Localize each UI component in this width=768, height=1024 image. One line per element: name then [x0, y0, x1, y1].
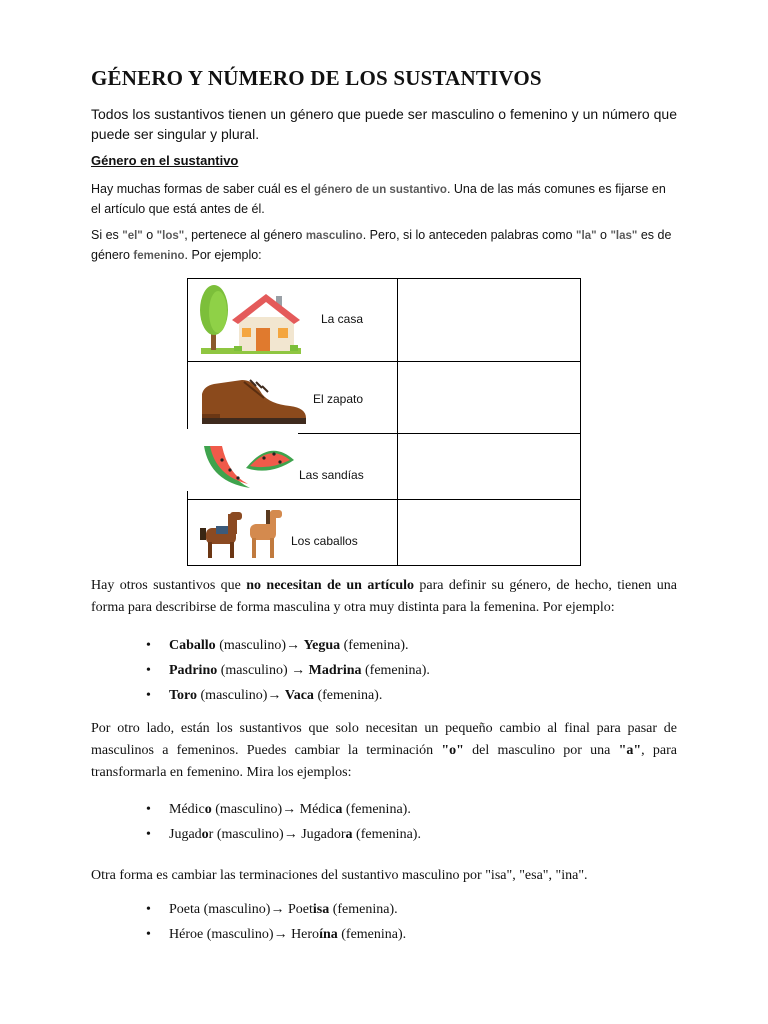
text-segment: (femenina). — [361, 663, 430, 678]
text-segment: Héroe (masculino)→ Hero — [169, 927, 320, 942]
bold-term: o — [204, 802, 212, 817]
text-segment: . Una de las más comunes es fijarse en el artículo que está antes de él. — [91, 182, 666, 216]
text-segment: Por otro lado, están los sustantivos que solo necesitan un pequeño cambio al final para pasar de masculinos a femeninos. Puedes cambiar la terminación — [91, 721, 677, 758]
text-segment: (femenina). — [352, 827, 421, 842]
bullet-list-irregular — [169, 633, 430, 708]
bold-term: "o" — [441, 743, 464, 758]
paragraph-gender — [91, 226, 677, 266]
text-segment: . Pero, si lo anteceden palabras como — [362, 228, 577, 242]
paragraph-ending-change — [91, 718, 677, 784]
bold-term: a — [345, 827, 353, 842]
text-segment: o — [596, 228, 611, 242]
paragraph-article — [91, 180, 677, 219]
text-segment: (femenina). — [340, 638, 409, 653]
list-item — [169, 822, 421, 847]
list-item — [169, 658, 430, 683]
text-segment: , para transformarla en femenino. Mira los ejemplos: — [91, 743, 677, 780]
paragraph-suffixes: Otra forma es cambiar las terminaciones del sustantivo masculino por "isa", "esa", "ina". — [91, 868, 588, 883]
text-segment: Hay muchas formas de saber cuál es el — [91, 182, 315, 196]
row-label: Los caballos — [291, 534, 358, 548]
paragraph-no-article — [91, 575, 677, 619]
highlight-term: "el" — [122, 230, 143, 242]
bold-term: Vaca — [284, 688, 314, 703]
bullet-list-o-to-a — [169, 797, 421, 847]
text-segment: (femenina). — [313, 688, 383, 703]
intro-paragraph: Todos los sustantivos tienen un género que puede ser masculino o femenino y un número que puede ser singular y plural. — [91, 106, 677, 142]
text-segment: Jugad — [169, 827, 202, 842]
list-item — [169, 683, 430, 708]
text-segment: Poeta (masculino)→ Poet — [169, 902, 313, 917]
list-item — [169, 797, 421, 822]
table-row — [188, 434, 397, 499]
text-segment: (masculino) → — [217, 663, 309, 678]
highlight-term: femenino — [133, 250, 185, 262]
text-segment: (femenina). — [337, 927, 407, 942]
text-segment: . Por ejemplo: — [184, 248, 262, 262]
bold-term: "a" — [618, 743, 642, 758]
text-segment: (masculino)→ — [215, 638, 304, 653]
watermelon-icon — [200, 436, 298, 492]
text-segment: del masculino por una — [463, 743, 619, 758]
text-segment: o — [142, 228, 157, 242]
text-segment: (masculino)→ Médic — [211, 802, 336, 817]
house-icon — [194, 282, 306, 356]
highlight-term: género de un sustantivo — [314, 184, 447, 196]
text-segment: (masculino)→ — [197, 688, 285, 703]
list-item — [169, 633, 430, 658]
text-segment: es de género — [91, 228, 672, 262]
bold-term: no necesitan de un artículo — [246, 578, 414, 593]
bold-term: Padrino — [169, 663, 218, 678]
bold-term: isa — [312, 902, 330, 917]
table-row — [188, 500, 397, 566]
bold-term: Madrina — [308, 663, 362, 678]
table-row — [188, 279, 397, 361]
bold-term: ína — [319, 927, 338, 942]
table-divider — [397, 279, 398, 565]
text-segment: para definir su género, de hecho, tienen una forma para describirse de forma masculina y otra muy distinta para la femenina. Por ejemplo: — [91, 578, 677, 615]
highlight-term: "la" — [576, 230, 597, 242]
text-segment: , pertenece al género — [184, 228, 306, 242]
text-segment: (femenina). — [342, 802, 411, 817]
list-item — [169, 897, 406, 922]
text-segment: Si es — [91, 228, 123, 242]
horses-icon — [198, 508, 288, 560]
row-label: El zapato — [313, 392, 364, 406]
text-segment: Médic — [169, 802, 205, 817]
bold-term: Toro — [169, 688, 198, 703]
text-segment: (femenina). — [329, 902, 398, 917]
bullet-list-suffixes — [169, 897, 406, 947]
section-heading: Género en el sustantivo — [91, 153, 239, 168]
page-title: GÉNERO Y NÚMERO DE LOS SUSTANTIVOS — [91, 66, 542, 90]
bold-term: o — [201, 827, 209, 842]
row-label: La casa — [321, 312, 364, 326]
bold-term: a — [335, 802, 343, 817]
row-label: Las sandías — [299, 468, 364, 482]
bold-term: Caballo — [169, 638, 216, 653]
table-row — [188, 362, 397, 433]
highlight-term: masculino — [305, 230, 363, 242]
highlight-term: "las" — [610, 230, 638, 242]
example-table — [187, 278, 581, 566]
text-segment: r (masculino)→ Jugador — [208, 827, 346, 842]
list-item — [169, 922, 406, 947]
shoe-icon — [196, 372, 310, 428]
bold-term: Yegua — [303, 638, 341, 653]
highlight-term: "los" — [156, 230, 185, 242]
text-segment: Hay otros sustantivos que — [91, 578, 247, 593]
